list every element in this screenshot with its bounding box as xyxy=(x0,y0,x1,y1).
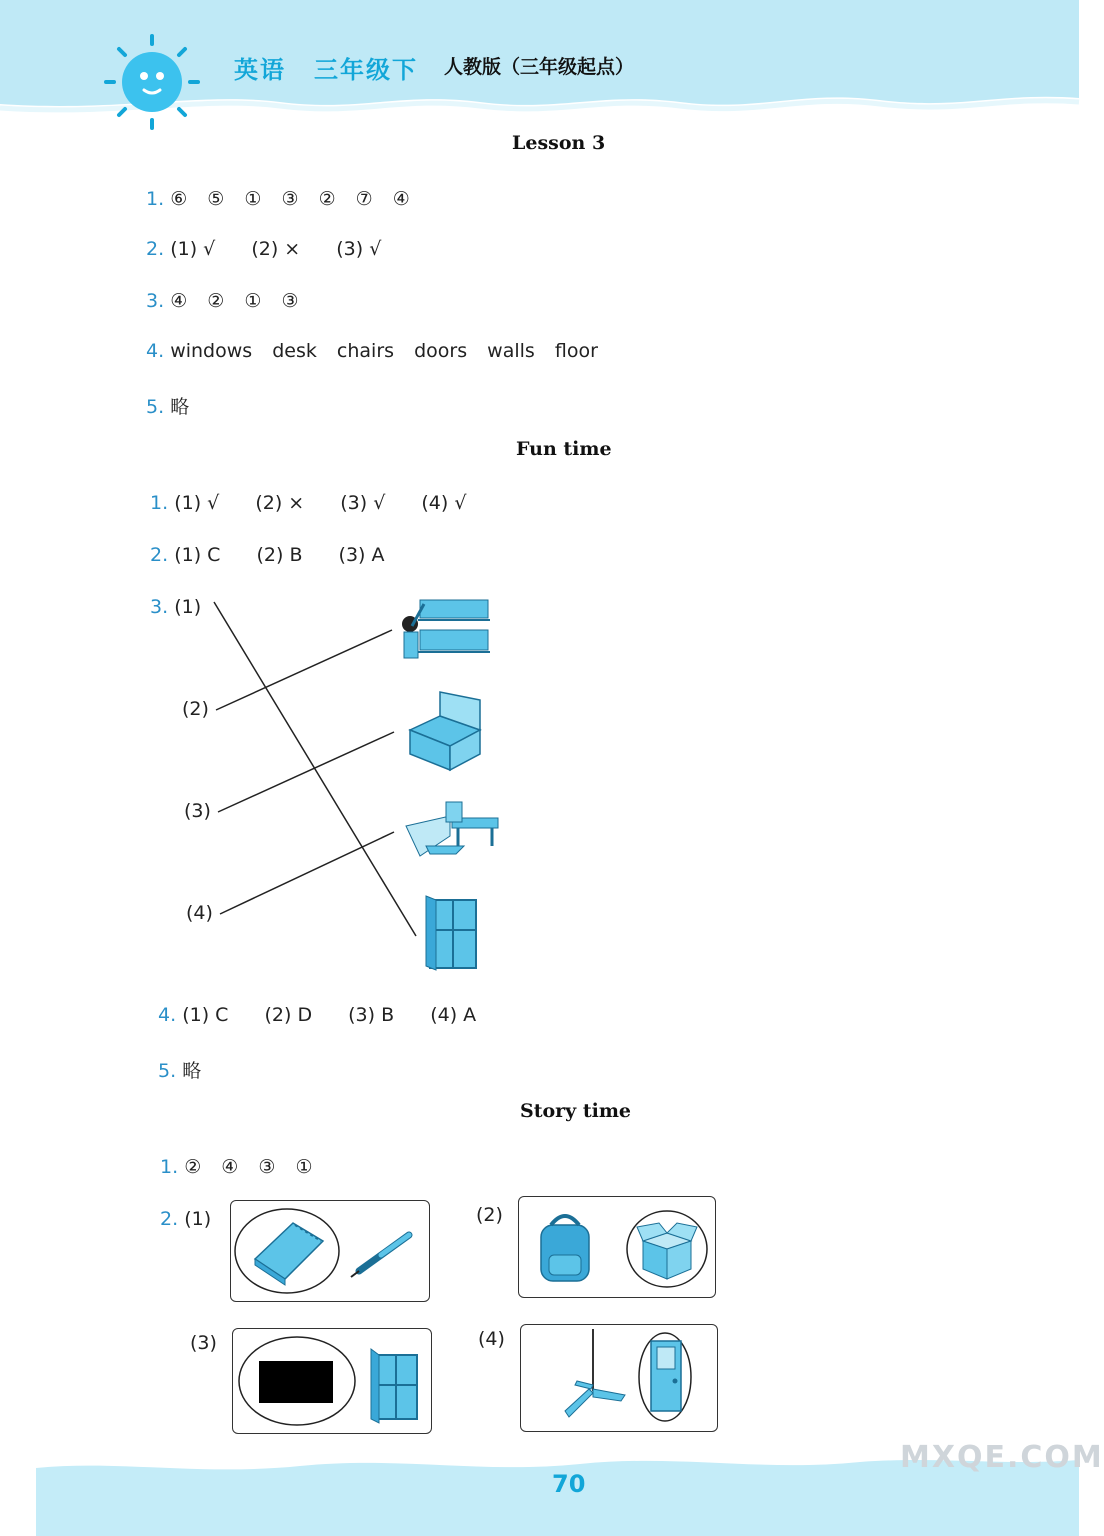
picture-box-4 xyxy=(520,1324,718,1432)
sub-number: (1) xyxy=(182,1004,210,1026)
sub-number: (1) xyxy=(184,1208,212,1230)
answer-mark: √ xyxy=(369,238,382,260)
question-number: 1. xyxy=(160,1156,179,1178)
answer-mark: √ xyxy=(454,492,467,514)
answer-item: ① xyxy=(295,1156,313,1178)
question-number: 5. xyxy=(146,396,165,418)
answer-item: ④ xyxy=(170,290,188,312)
answer-item: ② xyxy=(318,188,336,210)
answer-word: walls xyxy=(487,340,535,362)
match-label: (1) xyxy=(174,596,202,618)
window-icon xyxy=(426,896,476,970)
match-label: (2) xyxy=(182,698,209,720)
lesson3-answer-3 xyxy=(146,290,299,312)
answer-word: desk xyxy=(272,340,317,362)
sub-number: (3) xyxy=(340,492,368,514)
answer-item: ① xyxy=(244,188,262,210)
sub-number: (3) xyxy=(190,1332,217,1354)
lesson3-answer-2 xyxy=(146,238,381,260)
notebook-pen-picture xyxy=(231,1201,429,1301)
sun-icon xyxy=(104,34,200,130)
funtime-answer-4 xyxy=(158,1004,476,1026)
answer-letter: A xyxy=(371,544,385,566)
open-box-icon xyxy=(410,692,480,770)
answer-item: ⑥ xyxy=(170,188,188,210)
sub-number: (2) xyxy=(255,492,283,514)
question-number: 1. xyxy=(150,492,169,514)
question-number: 2. xyxy=(160,1208,179,1230)
question-number: 2. xyxy=(146,238,165,260)
watermark-logo: MXQE.COM xyxy=(900,1440,1104,1475)
fan-door-picture xyxy=(521,1325,717,1431)
door-icon xyxy=(651,1341,681,1411)
question-number: 4. xyxy=(158,1004,177,1026)
funtime-answer-2 xyxy=(150,544,385,566)
answer-letter: C xyxy=(215,1004,229,1026)
sub-number: (1) xyxy=(174,544,202,566)
sub-number: (1) xyxy=(170,238,198,260)
sub-number: (3) xyxy=(336,238,364,260)
sub-number: (3) xyxy=(348,1004,376,1026)
question-number: 3. xyxy=(146,290,165,312)
question-number: 5. xyxy=(158,1060,177,1082)
answer-mark: √ xyxy=(203,238,216,260)
pen-icon xyxy=(351,1235,409,1277)
answer-letter: D xyxy=(297,1004,313,1026)
box-icon xyxy=(637,1223,697,1279)
window-icon xyxy=(371,1349,417,1423)
sub-number: (2) xyxy=(264,1004,292,1026)
bookshelf-icon xyxy=(402,600,490,658)
answer-word: floor xyxy=(554,340,598,362)
answer-item: ⑤ xyxy=(207,188,225,210)
ceiling-fan-icon xyxy=(565,1329,625,1417)
desk-chair-icon xyxy=(406,802,498,856)
lesson3-answer-1 xyxy=(146,188,410,210)
answer-word: doors xyxy=(414,340,468,362)
section-title-funtime: Fun time xyxy=(516,438,612,460)
schoolbag-icon xyxy=(541,1216,589,1281)
answer-letter: C xyxy=(207,544,221,566)
answer-letter: B xyxy=(381,1004,395,1026)
header-grade: 三年级下 xyxy=(314,56,418,84)
answer-letter: A xyxy=(463,1004,477,1026)
answer-word: windows xyxy=(170,340,253,362)
answer-letter: B xyxy=(289,544,303,566)
storytime-answer-2 xyxy=(160,1208,211,1230)
blackboard-window-picture xyxy=(233,1329,431,1433)
lesson3-answer-5 xyxy=(146,392,189,419)
answer-item: ② xyxy=(207,290,225,312)
answer-text: 略 xyxy=(182,1060,202,1082)
question-number: 2. xyxy=(150,544,169,566)
sub-number: (2) xyxy=(251,238,279,260)
answer-word: chairs xyxy=(336,340,395,362)
answer-item: ② xyxy=(184,1156,202,1178)
answer-text: 略 xyxy=(170,396,190,418)
picture-box-2 xyxy=(518,1196,716,1298)
sub-number: (4) xyxy=(478,1328,505,1350)
answer-mark: √ xyxy=(207,492,220,514)
section-title-lesson3: Lesson 3 xyxy=(512,132,606,154)
answer-item: ③ xyxy=(281,188,299,210)
funtime-answer-5 xyxy=(158,1056,201,1083)
header-subject: 英语 xyxy=(234,56,286,84)
sub-number: (3) xyxy=(338,544,366,566)
answer-item: ③ xyxy=(258,1156,276,1178)
answer-item: ⑦ xyxy=(355,188,373,210)
match-label: (3) xyxy=(184,800,211,822)
sub-number: (1) xyxy=(174,492,202,514)
answer-mark: √ xyxy=(373,492,386,514)
lesson3-answer-4 xyxy=(146,340,598,362)
storytime-answer-1 xyxy=(160,1156,313,1178)
sub-number: (2) xyxy=(476,1204,503,1226)
picture-box-1 xyxy=(230,1200,430,1302)
header-edition: 人教版（三年级起点） xyxy=(444,56,635,78)
section-title-storytime: Story time xyxy=(520,1100,632,1122)
question-number: 4. xyxy=(146,340,165,362)
matching-lines xyxy=(214,602,416,936)
answer-mark: × xyxy=(288,492,305,514)
bag-box-picture xyxy=(519,1197,715,1297)
question-number: 3. xyxy=(150,596,169,618)
sub-number: (4) xyxy=(421,492,449,514)
answer-item: ④ xyxy=(392,188,410,210)
match-label: (4) xyxy=(186,902,213,924)
matching-diagram xyxy=(0,580,600,980)
answer-mark: × xyxy=(284,238,301,260)
answer-item: ① xyxy=(244,290,262,312)
page-number: 70 xyxy=(552,1470,586,1498)
answer-item: ④ xyxy=(221,1156,239,1178)
sub-number: (2) xyxy=(256,544,284,566)
funtime-answer-1 xyxy=(150,492,466,514)
blackboard-icon xyxy=(259,1361,333,1403)
question-number: 1. xyxy=(146,188,165,210)
sub-number: (4) xyxy=(430,1004,458,1026)
picture-box-3 xyxy=(232,1328,432,1434)
answer-item: ③ xyxy=(281,290,299,312)
